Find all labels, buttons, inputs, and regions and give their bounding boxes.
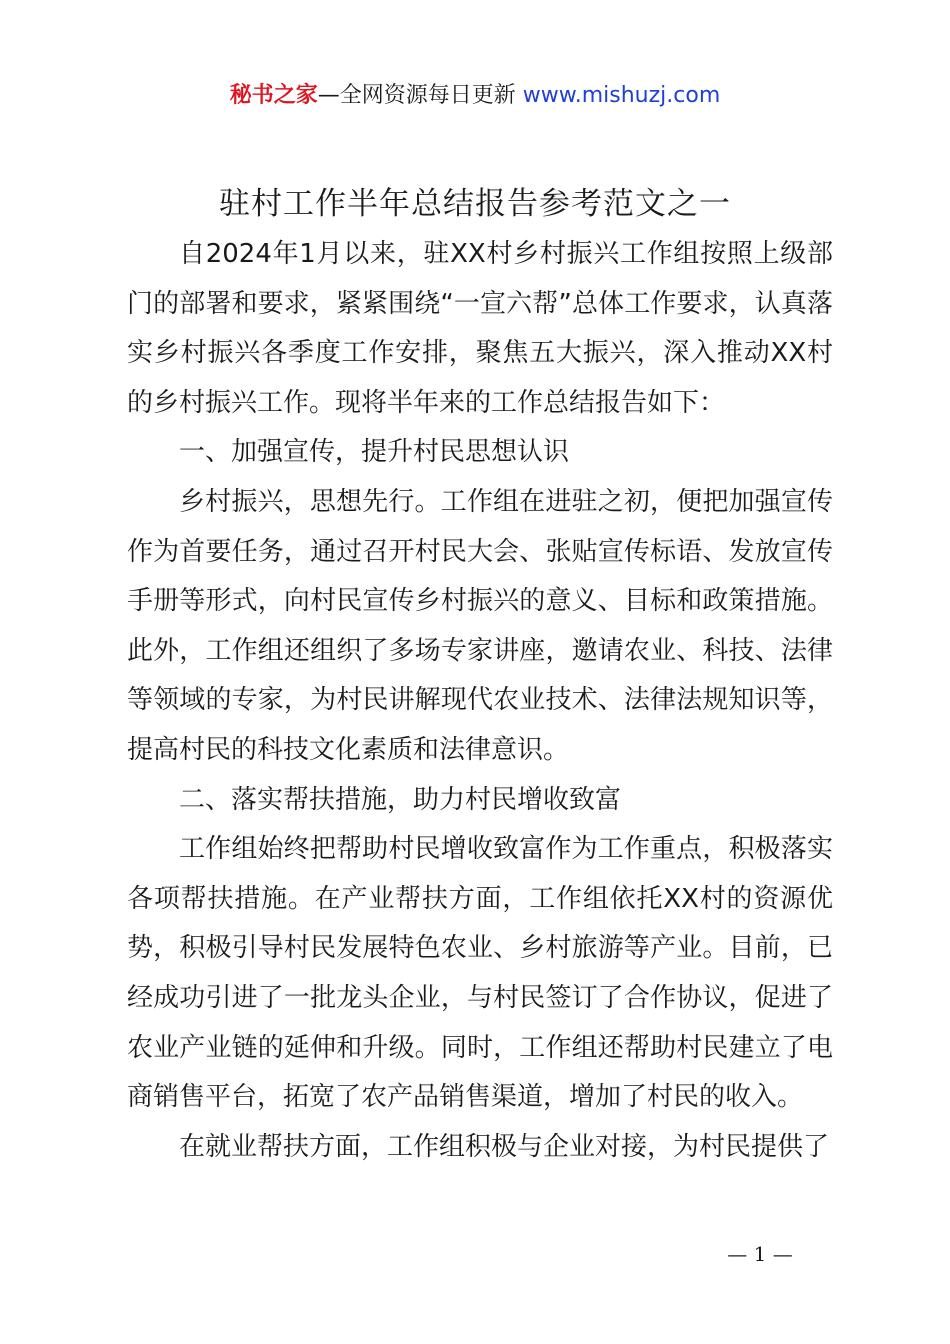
section-heading-2: 二、落实帮扶措施，助力村民增收致富	[179, 784, 622, 815]
page-number: — 1 —	[727, 1242, 793, 1266]
section-2-paragraph: 工作组始终把帮助村民增收致富作为工作重点，积极落实各项帮扶措施。在产业帮扶方面，工作组依托XX村的资源优势，积极引导村民发展特色农业、乡村旅游等产业。目前，已经成功引进了一批龙头企业，与村民签订了合作协议，促进了农业产业链的延伸和升级。同时，工作组还帮助村民建立了电商销售平台，拓宽了农产品销售渠道，增加了村民的收入。	[127, 834, 833, 1113]
intro-paragraph: 自2024年1月以来，驻XX村乡村振兴工作组按照上级部门的部署和要求，紧紧围绕“一宣六帮”总体工作要求，认真落实乡村振兴各季度工作安排，聚焦五大振兴，深入推动XX村的乡村振兴工作。现将半年来的工作总结报告如下：	[127, 239, 833, 418]
document-body	[127, 230, 833, 1172]
site-brand: 秘书之家	[229, 83, 318, 108]
section-heading-1: 一、加强宣传，提升村民思想认识	[179, 437, 570, 468]
site-header	[0, 80, 950, 112]
section-1-paragraph: 乡村振兴，思想先行。工作组在进驻之初，便把加强宣传作为首要任务，通过召开村民大会、张贴宣传标语、发放宣传手册等形式，向村民宣传乡村振兴的意义、目标和政策措施。此外，工作组还组织了多场专家讲座，邀请农业、科技、法律等领域的专家，为村民讲解现代农业技术、法律法规知识等，提高村民的科技文化素质和法律意识。	[127, 486, 833, 765]
document-title: 驻村工作半年总结报告参考范文之一	[219, 186, 731, 222]
site-url-link[interactable]: www.mishuzj.com	[522, 83, 721, 108]
section-2-paragraph-cont: 在就业帮扶方面，工作组积极与企业对接，为村民提供了	[179, 1131, 830, 1162]
site-tagline: —全网资源每日更新	[317, 83, 516, 108]
